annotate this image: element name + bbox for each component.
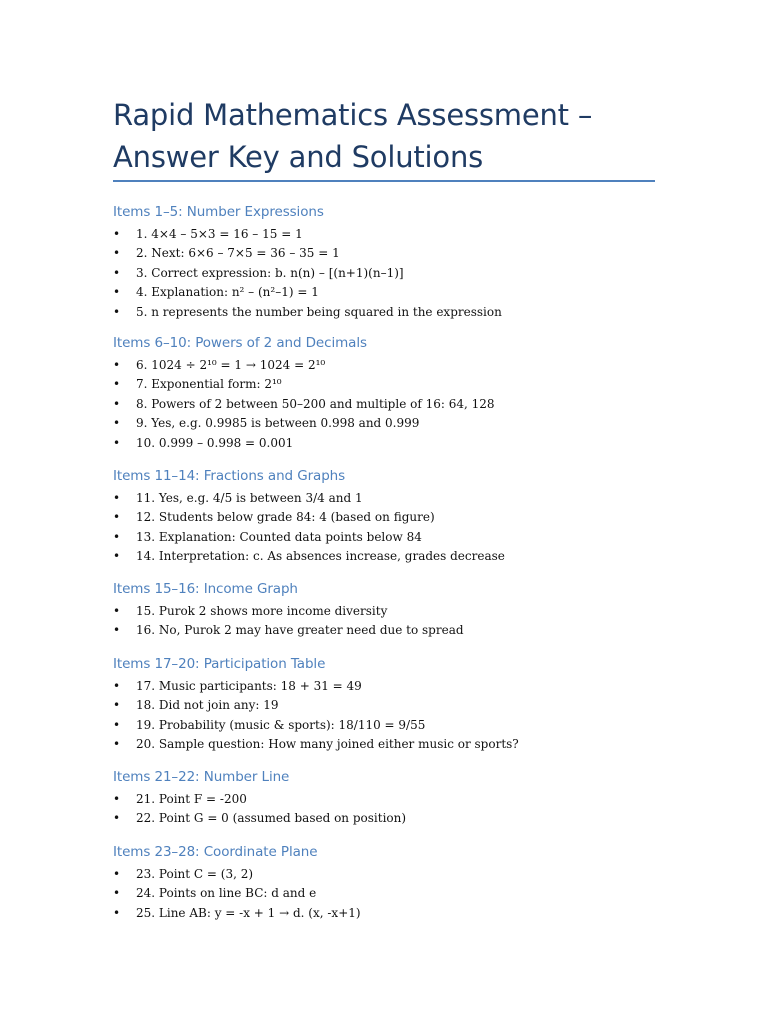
- list-item: [113, 865, 673, 884]
- list-item: [113, 716, 673, 735]
- bullet-icon: •: [113, 549, 121, 564]
- answer-list: [113, 602, 673, 641]
- answer-text: 12. Students below grade 84: 4 (based on figure): [136, 510, 435, 525]
- section-income-graph: [113, 579, 673, 641]
- answer-text: 6. 1024 ÷ 2¹⁰ = 1 → 1024 = 2¹⁰: [136, 358, 326, 372]
- section-heading: Items 11–14: Fractions and Graphs: [113, 468, 346, 484]
- list-item: [113, 602, 673, 621]
- answer-text: 22. Point G = 0 (assumed based on position): [136, 811, 407, 826]
- section-number-line: [113, 767, 673, 829]
- bullet-icon: •: [113, 285, 121, 300]
- bullet-icon: •: [113, 604, 121, 618]
- list-item: [113, 414, 673, 433]
- answer-text: 23. Point C = (3, 2): [136, 867, 254, 881]
- answer-list: [113, 865, 673, 923]
- section-heading: Items 6–10: Powers of 2 and Decimals: [113, 335, 367, 351]
- list-item: [113, 489, 673, 508]
- answer-text: 8. Powers of 2 between 50–200 and multiple of 16: 64, 128: [136, 396, 495, 411]
- section-heading: Items 21–22: Number Line: [113, 769, 290, 785]
- bullet-icon: •: [113, 246, 121, 261]
- answer-text: 24. Points on line BC: d and e: [136, 886, 317, 901]
- bullet-icon: •: [113, 491, 121, 505]
- list-item: [113, 434, 673, 453]
- answer-text: 18. Did not join any: 19: [136, 698, 279, 713]
- list-item: [113, 283, 673, 302]
- bullet-icon: •: [113, 227, 121, 241]
- answer-list: [113, 489, 673, 567]
- section-number-expressions: [113, 202, 673, 322]
- bullet-icon: •: [113, 358, 121, 372]
- bullet-icon: •: [113, 792, 121, 806]
- list-item: [113, 303, 673, 322]
- section-heading: Items 15–16: Income Graph: [113, 581, 298, 597]
- answer-text: 14. Interpretation: c. As absences increase, grades decrease: [136, 549, 505, 564]
- bullet-icon: •: [113, 623, 121, 638]
- list-item: [113, 225, 673, 244]
- bullet-icon: •: [113, 867, 121, 881]
- page-title: Rapid Mathematics Assessment – Answer Key and Solutions: [113, 98, 593, 174]
- answer-text: 17. Music participants: 18 + 31 = 49: [136, 679, 362, 693]
- answer-text: 1. 4×4 – 5×3 = 16 – 15 = 1: [136, 227, 303, 241]
- answer-text: 3. Correct expression: b. n(n) – [(n+1)(n–1)]: [136, 265, 404, 280]
- bullet-icon: •: [113, 679, 121, 693]
- bullet-icon: •: [113, 698, 121, 713]
- list-item: [113, 735, 673, 754]
- title-underline: [113, 180, 655, 182]
- bullet-icon: •: [113, 265, 121, 280]
- list-item: [113, 244, 673, 263]
- answer-text: 13. Explanation: Counted data points below 84: [136, 529, 422, 544]
- bullet-icon: •: [113, 905, 121, 920]
- answer-text: 5. n represents the number being squared in the expression: [136, 304, 502, 319]
- answer-list: [113, 356, 673, 453]
- answer-text: 16. No, Purok 2 may have greater need due to spread: [136, 623, 464, 638]
- section-participation-table: [113, 654, 673, 755]
- answer-text: 15. Purok 2 shows more income diversity: [136, 604, 388, 618]
- bullet-icon: •: [113, 396, 121, 411]
- answer-list: [113, 790, 673, 829]
- answer-text: 10. 0.999 – 0.998 = 0.001: [136, 435, 294, 450]
- list-item: [113, 696, 673, 715]
- bullet-icon: •: [113, 377, 121, 392]
- bullet-icon: •: [113, 416, 121, 431]
- answer-text: 21. Point F = -200: [136, 792, 247, 806]
- answer-list: [113, 225, 673, 322]
- answer-text: 25. Line AB: y = -x + 1 → d. (x, -x+1): [136, 905, 361, 920]
- bullet-icon: •: [113, 811, 121, 826]
- list-item: [113, 809, 673, 828]
- list-item: [113, 395, 673, 414]
- list-item: [113, 904, 673, 923]
- section-coordinate-plane: [113, 842, 673, 923]
- answer-text: 4. Explanation: n² – (n²–1) = 1: [136, 285, 319, 300]
- bullet-icon: •: [113, 717, 121, 732]
- answer-list: [113, 677, 673, 755]
- list-item: [113, 790, 673, 809]
- answer-text: 19. Probability (music & sports): 18/110 = 9/55: [136, 717, 426, 732]
- bullet-icon: •: [113, 886, 121, 901]
- list-item: [113, 375, 673, 394]
- section-heading: Items 23–28: Coordinate Plane: [113, 844, 318, 860]
- list-item: [113, 264, 673, 283]
- list-item: [113, 884, 673, 903]
- answer-text: 7. Exponential form: 2¹⁰: [136, 377, 282, 392]
- answer-text: 11. Yes, e.g. 4/5 is between 3/4 and 1: [136, 491, 363, 505]
- bullet-icon: •: [113, 304, 121, 319]
- list-item: [113, 356, 673, 375]
- section-powers-decimals: [113, 333, 673, 453]
- section-fractions-graphs: [113, 466, 673, 567]
- list-item: [113, 677, 673, 696]
- list-item: [113, 547, 673, 566]
- bullet-icon: •: [113, 510, 121, 525]
- bullet-icon: •: [113, 737, 121, 752]
- list-item: [113, 528, 673, 547]
- answer-text: 20. Sample question: How many joined either music or sports?: [136, 737, 519, 752]
- list-item: [113, 621, 673, 640]
- answer-text: 9. Yes, e.g. 0.9985 is between 0.998 and 0.999: [136, 416, 420, 431]
- bullet-icon: •: [113, 529, 121, 544]
- section-heading: Items 1–5: Number Expressions: [113, 204, 324, 220]
- section-heading: Items 17–20: Participation Table: [113, 656, 326, 672]
- list-item: [113, 508, 673, 527]
- answer-text: 2. Next: 6×6 – 7×5 = 36 – 35 = 1: [136, 246, 340, 261]
- bullet-icon: •: [113, 435, 121, 450]
